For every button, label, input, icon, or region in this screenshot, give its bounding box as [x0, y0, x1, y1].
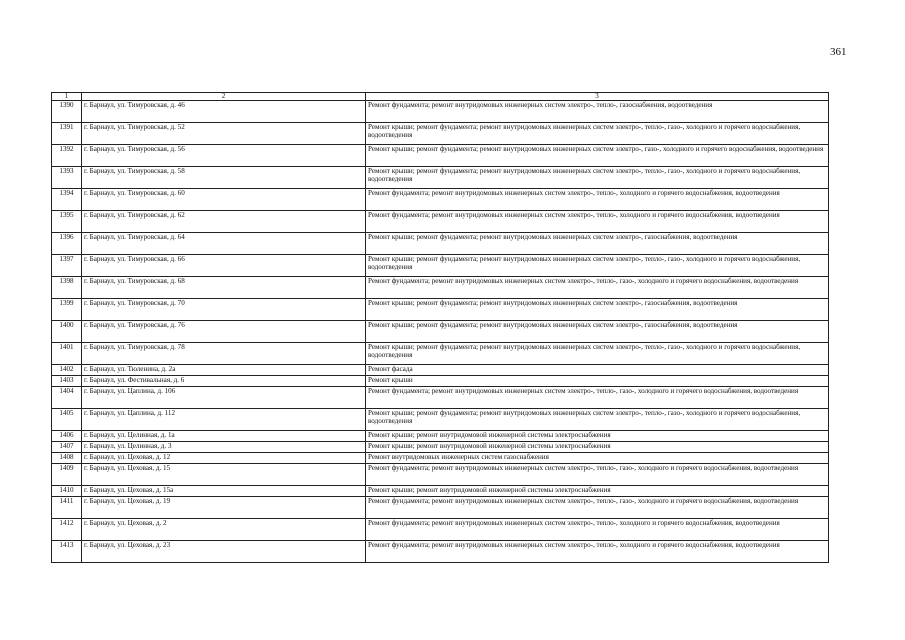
- row-number-cell: 1390: [52, 101, 82, 123]
- column-header-works: 3: [366, 93, 829, 101]
- table-body: [52, 101, 829, 563]
- address-cell: г. Барнаул, ул. Тюленина, д. 2а: [82, 365, 366, 376]
- table-row: [52, 145, 829, 167]
- column-header-address: 2: [82, 93, 366, 101]
- works-cell: Ремонт фундамента; ремонт внутридомовых инженерных систем электро-, тепло-, газоснабжения, водоотведения: [366, 101, 829, 123]
- works-cell: Ремонт крыши: [366, 376, 829, 387]
- address-cell: г. Барнаул, ул. Тимуровская, д. 70: [82, 299, 366, 321]
- address-cell: г. Барнаул, ул. Тимуровская, д. 68: [82, 277, 366, 299]
- row-number-cell: 1394: [52, 189, 82, 211]
- address-cell: г. Барнаул, ул. Тимуровская, д. 62: [82, 211, 366, 233]
- row-number-cell: 1410: [52, 486, 82, 497]
- row-number-cell: 1407: [52, 442, 82, 453]
- row-number-cell: 1408: [52, 453, 82, 464]
- address-cell: г. Барнаул, ул. Тимуровская, д. 46: [82, 101, 366, 123]
- works-cell: Ремонт фундамента; ремонт внутридомовых инженерных систем электро-, тепло-, холодного и горячего водоснабжения, водоотведения: [366, 211, 829, 233]
- row-number-cell: 1396: [52, 233, 82, 255]
- address-cell: г. Барнаул, ул. Цеховая, д. 15а: [82, 486, 366, 497]
- row-number-cell: 1401: [52, 343, 82, 365]
- table-header-row: [52, 93, 829, 101]
- row-number-cell: 1392: [52, 145, 82, 167]
- table-row: [52, 519, 829, 541]
- table-row: [52, 497, 829, 519]
- works-cell: Ремонт крыши; ремонт фундамента; ремонт внутридомовых инженерных систем электро-, газоснабжения, водоотведения: [366, 233, 829, 255]
- row-number-cell: 1406: [52, 431, 82, 442]
- address-cell: г. Барнаул, ул. Тимуровская, д. 58: [82, 167, 366, 189]
- table-row: [52, 321, 829, 343]
- row-number-cell: 1413: [52, 541, 82, 563]
- works-cell: Ремонт крыши; ремонт фундамента; ремонт внутридомовых инженерных систем электро-, газоснабжения, водоотведения: [366, 299, 829, 321]
- address-cell: г. Барнаул, ул. Целинная, д. 3: [82, 442, 366, 453]
- row-number-cell: 1397: [52, 255, 82, 277]
- works-cell: Ремонт фундамента; ремонт внутридомовых инженерных систем электро-, тепло-, газо-, холодного и горячего водоснабжения, водоотведения: [366, 464, 829, 486]
- works-cell: Ремонт крыши; ремонт фундамента; ремонт внутридомовых инженерных систем электро-, тепло-, газо-, холодного и горячего водоснабжения, водоотведения: [366, 255, 829, 277]
- works-cell: Ремонт фундамента; ремонт внутридомовых инженерных систем электро-, тепло-, холодного и горячего водоснабжения, водоотведения: [366, 541, 829, 563]
- address-cell: г. Барнаул, ул. Цеховая, д. 19: [82, 497, 366, 519]
- works-cell: Ремонт крыши; ремонт фундамента; ремонт внутридомовых инженерных систем электро-, газо-, холодного и горячего водоснабжения, водоотведения: [366, 145, 829, 167]
- table-row: [52, 101, 829, 123]
- address-cell: г. Барнаул, ул. Тимуровская, д. 66: [82, 255, 366, 277]
- address-cell: г. Барнаул, ул. Цеховая, д. 23: [82, 541, 366, 563]
- address-cell: г. Барнаул, ул. Тимуровская, д. 64: [82, 233, 366, 255]
- table-row: [52, 486, 829, 497]
- works-cell: Ремонт фундамента; ремонт внутридомовых инженерных систем электро-, тепло-, газо-, холодного и горячего водоснабжения, водоотведения: [366, 497, 829, 519]
- works-cell: Ремонт фасада: [366, 365, 829, 376]
- table-row: [52, 442, 829, 453]
- works-cell: Ремонт крыши; ремонт внутридомовой инженерной системы электроснабжения: [366, 486, 829, 497]
- table-row: [52, 233, 829, 255]
- address-cell: г. Барнаул, ул. Цеховая, д. 12: [82, 453, 366, 464]
- works-cell: Ремонт фундамента; ремонт внутридомовых инженерных систем электро-, тепло-, газо-, холодного и горячего водоснабжения, водоотведения: [366, 277, 829, 299]
- table-row: [52, 167, 829, 189]
- works-cell: Ремонт внутридомовых инженерных систем газоснабжения: [366, 453, 829, 464]
- column-header-number: 1: [52, 93, 82, 101]
- row-number-cell: 1393: [52, 167, 82, 189]
- page-number: 361: [830, 46, 847, 58]
- row-number-cell: 1409: [52, 464, 82, 486]
- row-number-cell: 1398: [52, 277, 82, 299]
- table-row: [52, 387, 829, 409]
- row-number-cell: 1412: [52, 519, 82, 541]
- table-row: [52, 453, 829, 464]
- row-number-cell: 1395: [52, 211, 82, 233]
- row-number-cell: 1400: [52, 321, 82, 343]
- address-cell: г. Барнаул, ул. Тимуровская, д. 76: [82, 321, 366, 343]
- works-cell: Ремонт фундамента; ремонт внутридомовых инженерных систем электро-, тепло-, холодного и горячего водоснабжения, водоотведения: [366, 189, 829, 211]
- works-cell: Ремонт крыши; ремонт внутридомовой инженерной системы электроснабжения: [366, 431, 829, 442]
- table-row: [52, 541, 829, 563]
- address-cell: г. Барнаул, ул. Тимуровская, д. 60: [82, 189, 366, 211]
- works-cell: Ремонт фундамента; ремонт внутридомовых инженерных систем электро-, тепло-, холодного и горячего водоснабжения, водоотведения: [366, 519, 829, 541]
- row-number-cell: 1405: [52, 409, 82, 431]
- table-row: [52, 123, 829, 145]
- address-cell: г. Барнаул, ул. Тимуровская, д. 56: [82, 145, 366, 167]
- works-cell: Ремонт крыши; ремонт фундамента; ремонт внутридомовых инженерных систем электро-, газоснабжения, водоотведения: [366, 321, 829, 343]
- address-cell: г. Барнаул, ул. Фестивальная, д. 6: [82, 376, 366, 387]
- works-cell: Ремонт крыши; ремонт внутридомовой инженерной системы электроснабжения: [366, 442, 829, 453]
- row-number-cell: 1391: [52, 123, 82, 145]
- address-cell: г. Барнаул, ул. Цаплина, д. 112: [82, 409, 366, 431]
- repair-registry-table: [51, 92, 829, 563]
- address-cell: г. Барнаул, ул. Тимуровская, д. 78: [82, 343, 366, 365]
- address-cell: г. Барнаул, ул. Цаплина, д. 106: [82, 387, 366, 409]
- address-cell: г. Барнаул, ул. Целинная, д. 1а: [82, 431, 366, 442]
- table-row: [52, 211, 829, 233]
- works-cell: Ремонт фундамента; ремонт внутридомовых инженерных систем электро-, тепло-, газо-, холодного и горячего водоснабжения, водоотведения: [366, 387, 829, 409]
- table-row: [52, 277, 829, 299]
- row-number-cell: 1403: [52, 376, 82, 387]
- address-cell: г. Барнаул, ул. Цеховая, д. 15: [82, 464, 366, 486]
- row-number-cell: 1411: [52, 497, 82, 519]
- address-cell: г. Барнаул, ул. Тимуровская, д. 52: [82, 123, 366, 145]
- row-number-cell: 1402: [52, 365, 82, 376]
- table-row: [52, 376, 829, 387]
- row-number-cell: 1399: [52, 299, 82, 321]
- table-row: [52, 409, 829, 431]
- works-cell: Ремонт крыши; ремонт фундамента; ремонт внутридомовых инженерных систем электро-, тепло-, газо-, холодного и горячего водоснабжения, водоотведения: [366, 167, 829, 189]
- address-cell: г. Барнаул, ул. Цеховая, д. 2: [82, 519, 366, 541]
- works-cell: Ремонт крыши; ремонт фундамента; ремонт внутридомовых инженерных систем электро-, тепло-, газо-, холодного и горячего водоснабжения, водоотведения: [366, 123, 829, 145]
- table-row: [52, 299, 829, 321]
- table-row: [52, 189, 829, 211]
- row-number-cell: 1404: [52, 387, 82, 409]
- table-row: [52, 255, 829, 277]
- table-row: [52, 431, 829, 442]
- table-row: [52, 464, 829, 486]
- table-row: [52, 365, 829, 376]
- table-row: [52, 343, 829, 365]
- works-cell: Ремонт крыши; ремонт фундамента; ремонт внутридомовых инженерных систем электро-, тепло-, газо-, холодного и горячего водоснабжения, водоотведения: [366, 409, 829, 431]
- works-cell: Ремонт крыши; ремонт фундамента; ремонт внутридомовых инженерных систем электро-, тепло-, газо-, холодного и горячего водоснабжения, водоотведения: [366, 343, 829, 365]
